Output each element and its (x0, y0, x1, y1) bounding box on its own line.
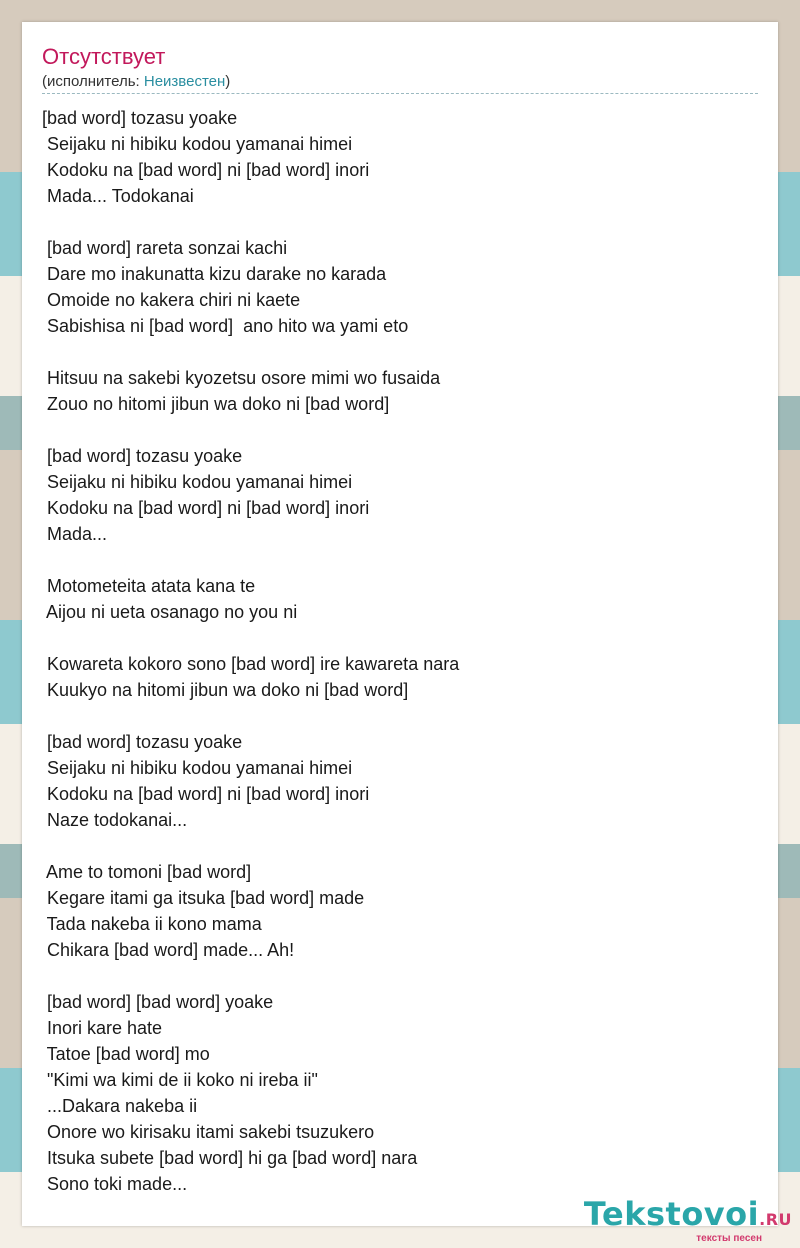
lyric-line: Tada nakeba ii kono mama (42, 914, 262, 934)
lyric-line: Seijaku ni hibiku kodou yamanai himei (42, 472, 353, 492)
lyric-line (42, 703, 758, 729)
lyric-line: Seijaku ni hibiku kodou yamanai himei (42, 134, 353, 154)
title-divider (42, 93, 758, 94)
lyric-line: Kegare itami ga itsuka [bad word] made (42, 888, 365, 908)
artist-suffix: ) (225, 73, 231, 90)
lyrics-card (22, 22, 778, 1226)
lyric-line: Itsuka subete [bad word] hi ga [bad word] nara (42, 1148, 418, 1168)
lyric-line: Tatoe [bad word] mo (42, 1044, 210, 1064)
lyric-line: Onore wo kirisaku itami sakebi tsuzukero (42, 1122, 375, 1142)
logo-subtitle: тексты песен (696, 1233, 762, 1244)
lyric-line: Sabishisa ni [bad word] ano hito wa yami eto (42, 316, 409, 336)
lyric-line: Zouo no hitomi jibun wa doko ni [bad word] (42, 394, 390, 414)
lyric-line: ...Dakara nakeba ii (42, 1096, 198, 1116)
lyric-line: Ame to tomoni [bad word] (42, 862, 252, 882)
logo-text: Tekstovoi (583, 1195, 760, 1233)
lyric-line: [bad word] tozasu yoake (42, 108, 238, 128)
lyric-line: [bad word] [bad word] yoake (42, 992, 274, 1012)
lyric-line: Omoide no kakera chiri ni kaete (42, 290, 301, 310)
lyric-line: Motometeita atata kana te (42, 576, 256, 596)
artist-prefix: (исполнитель: (42, 73, 144, 90)
lyric-line: Sono toki made... (42, 1174, 188, 1194)
lyrics-text (42, 105, 758, 1197)
lyric-line (42, 625, 758, 651)
lyric-line: [bad word] tozasu yoake (42, 446, 243, 466)
lyric-line: Aijou ni ueta osanago no you ni (42, 602, 298, 622)
lyric-line: [bad word] tozasu yoake (42, 732, 243, 752)
logo-tld: .RU (759, 1210, 792, 1229)
lyric-line: Chikara [bad word] made... Ah! (42, 940, 295, 960)
lyric-line: [bad word] rareta sonzai kachi (42, 238, 288, 258)
lyric-line (42, 833, 758, 859)
lyric-line: Inori kare hate (42, 1018, 163, 1038)
site-logo[interactable] (584, 1197, 792, 1244)
lyric-line (42, 963, 758, 989)
logo-wordmark (584, 1197, 792, 1237)
lyric-line: Mada... (42, 524, 108, 544)
lyric-line: Kuukyo na hitomi jibun wa doko ni [bad word] (42, 680, 409, 700)
artist-line (42, 73, 230, 91)
lyric-line: Kodoku na [bad word] ni [bad word] inori (42, 160, 370, 180)
lyric-line (42, 417, 758, 443)
lyric-line (42, 339, 758, 365)
lyric-line (42, 547, 758, 573)
lyric-line: Dare mo inakunatta kizu darake no karada (42, 264, 387, 284)
lyric-line (42, 209, 758, 235)
lyric-line: Naze todokanai... (42, 810, 188, 830)
lyric-line: Kodoku na [bad word] ni [bad word] inori (42, 784, 370, 804)
lyric-line: Kodoku na [bad word] ni [bad word] inori (42, 498, 370, 518)
lyric-line: Mada... Todokanai (42, 186, 194, 206)
artist-link[interactable]: Неизвестен (143, 73, 226, 90)
lyric-line: Hitsuu na sakebi kyozetsu osore mimi wo fusaida (42, 368, 441, 388)
song-title: Отсутствует (42, 44, 166, 69)
lyric-line: "Kimi wa kimi de ii koko ni ireba ii" (42, 1070, 318, 1090)
lyric-line: Seijaku ni hibiku kodou yamanai himei (42, 758, 353, 778)
lyric-line: Kowareta kokoro sono [bad word] ire kawareta nara (42, 654, 460, 674)
